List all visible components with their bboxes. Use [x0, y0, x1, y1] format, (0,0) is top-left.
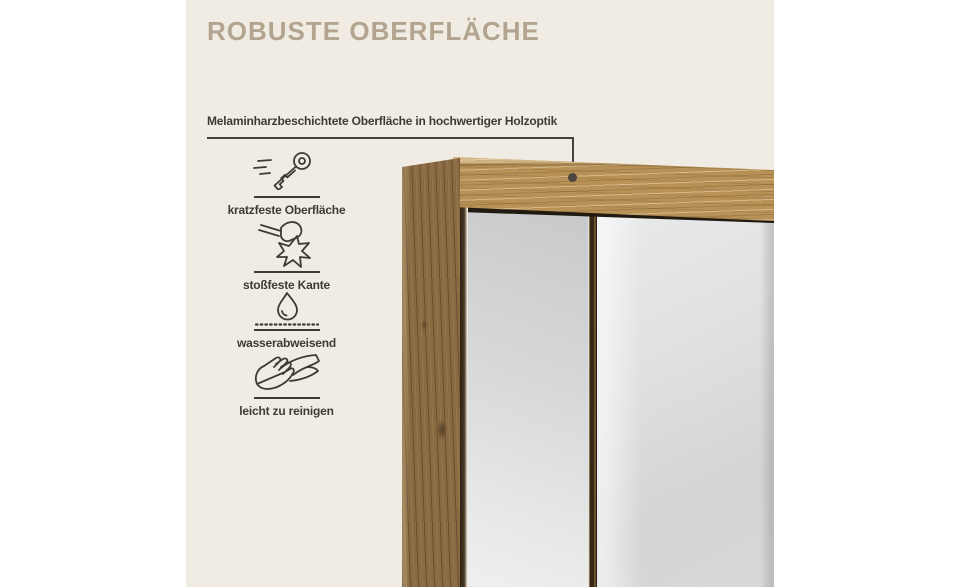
water-drop-icon [254, 291, 320, 327]
feature-label: stoßfeste Kante [242, 278, 331, 292]
feature-underline [254, 329, 320, 331]
door-divider [588, 212, 597, 587]
feature-label: leicht zu reinigen [239, 404, 334, 418]
cabinet-side-panel [402, 155, 460, 587]
page-title: ROBUSTE OBERFLÄCHE [207, 16, 540, 46]
feature-item-leicht-zu-reinigen [220, 353, 353, 418]
feature-item-kratzfeste-oberflaeche [220, 150, 353, 217]
feature-underline [254, 271, 320, 273]
mirror-door-left [468, 209, 588, 587]
feature-underline [254, 196, 320, 198]
feature-banner [186, 0, 774, 587]
annotation-leader-line-horizontal [207, 137, 574, 139]
annotation-label: Melaminharzbeschichtete Oberfläche in hochwertiger Holzoptik [207, 114, 558, 128]
feature-label: wasserabweisend [236, 336, 337, 350]
feature-underline [254, 397, 320, 399]
feature-item-stossfeste-kante [220, 219, 353, 292]
wiping-hand-icon [253, 353, 321, 393]
hammer-impact-icon [253, 219, 321, 269]
door-side-gap [460, 206, 468, 587]
annotation-marker-dot [568, 173, 577, 182]
mirror-door-right [597, 212, 774, 587]
flying-key-icon [253, 150, 321, 190]
feature-label: kratzfeste Oberfläche [227, 203, 346, 217]
feature-item-wasserabweisend [220, 291, 353, 350]
